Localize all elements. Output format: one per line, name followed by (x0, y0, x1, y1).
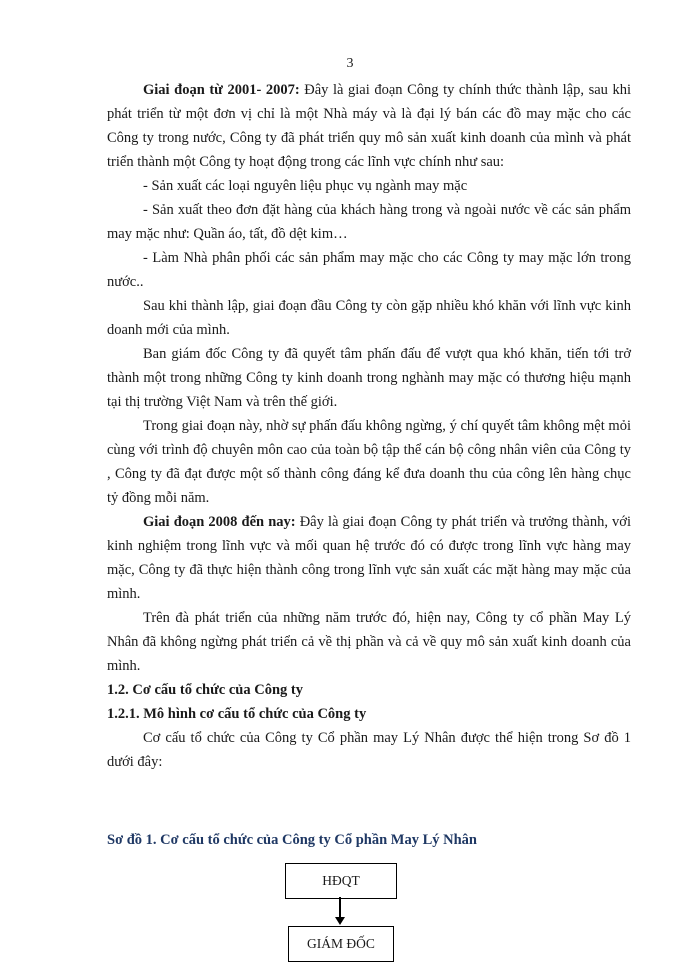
org-connector-line (339, 897, 341, 919)
section-heading-1-2-1: 1.2.1. Mô hình cơ cấu tổ chức của Công ty (107, 706, 367, 722)
paragraph-text: Đây là giai đoạn Công ty phát triển và trưởng thành, với kinh nghiệm trong lĩnh vực và mối quan hệ trước đó có được trong lĩnh vực hàng may mặc, Công ty đã thực hiện thành công trong lĩnh vực sản xuất các mặt hàng may mặc của mình. (107, 514, 631, 602)
paragraph-structure-intro: Cơ cấu tổ chức của Công ty Cổ phần may Lý Nhân được thể hiện trong Sơ đồ 1 dưới đây: (107, 730, 631, 770)
document-body (107, 78, 631, 774)
org-box-director: GIÁM ĐỐC (288, 926, 394, 962)
list-item: - Làm Nhà phân phối các sản phẩm may mặc cho các Công ty may mặc lớn trong nước.. (107, 250, 631, 290)
paragraph-early-difficulties: Sau khi thành lập, giai đoạn đầu Công ty còn gặp nhiều khó khăn với lĩnh vực kinh doanh mới của mình. (107, 298, 631, 338)
period-label-2008: Giai đoạn 2008 đến nay: (143, 514, 296, 530)
period-label-2001-2007: Giai đoạn từ 2001- 2007: (143, 82, 300, 98)
diagram-caption: Sơ đồ 1. Cơ cấu tổ chức của Công ty Cổ phần May Lý Nhân (107, 832, 477, 848)
list-item: - Sản xuất các loại nguyên liệu phục vụ ngành may mặc (143, 178, 468, 194)
paragraph-2001-2007 (107, 78, 631, 174)
paragraph-management-goal: Ban giám đốc Công ty đã quyết tâm phấn đấu để vượt qua khó khăn, tiến tới trở thành một trong những Công ty kinh doanh trong nghành may mặc có thương hiệu mạnh tại thị trường Việt Nam và trên thế giới. (107, 346, 631, 410)
page-number: 3 (346, 56, 354, 71)
section-heading-1-2: 1.2. Cơ cấu tổ chức của Công ty (107, 682, 303, 698)
paragraph-achievements: Trong giai đoạn này, nhờ sự phấn đấu không ngừng, ý chí quyết tâm không mệt mỏi cùng với trình độ chuyên môn cao của toàn bộ tập thể cán bộ công nhân viên của Công ty , Công ty đã đạt được một số thành công đáng kể đưa doanh thu của công lên hàng chục tỷ đồng mỗi năm. (107, 418, 631, 506)
list-item: - Sản xuất theo đơn đặt hàng của khách hàng trong và ngoài nước về các sản phẩm may mặc như: Quần áo, tất, đồ dệt kim… (107, 202, 631, 242)
paragraph-text: Đây là giai đoạn Công ty chính thức thành lập, sau khi phát triển từ một đơn vị chỉ là một Nhà máy và là đại lý bán các đồ may mặc cho các Công ty trong nước, Công ty đã phát triển quy mô sản xuất kinh doanh của mình và phát triển thành một Công ty hoạt động trong các lĩnh vực chính như sau: (107, 82, 631, 170)
arrow-down-icon (335, 917, 345, 925)
paragraph-2008-present (107, 510, 631, 606)
paragraph-current-growth: Trên đà phát triển của những năm trước đó, hiện nay, Công ty cổ phần May Lý Nhân đã không ngừng phát triển cả về thị phần và cả về quy mô sản xuất kinh doanh của mình. (107, 610, 631, 674)
org-box-board: HĐQT (285, 863, 397, 899)
